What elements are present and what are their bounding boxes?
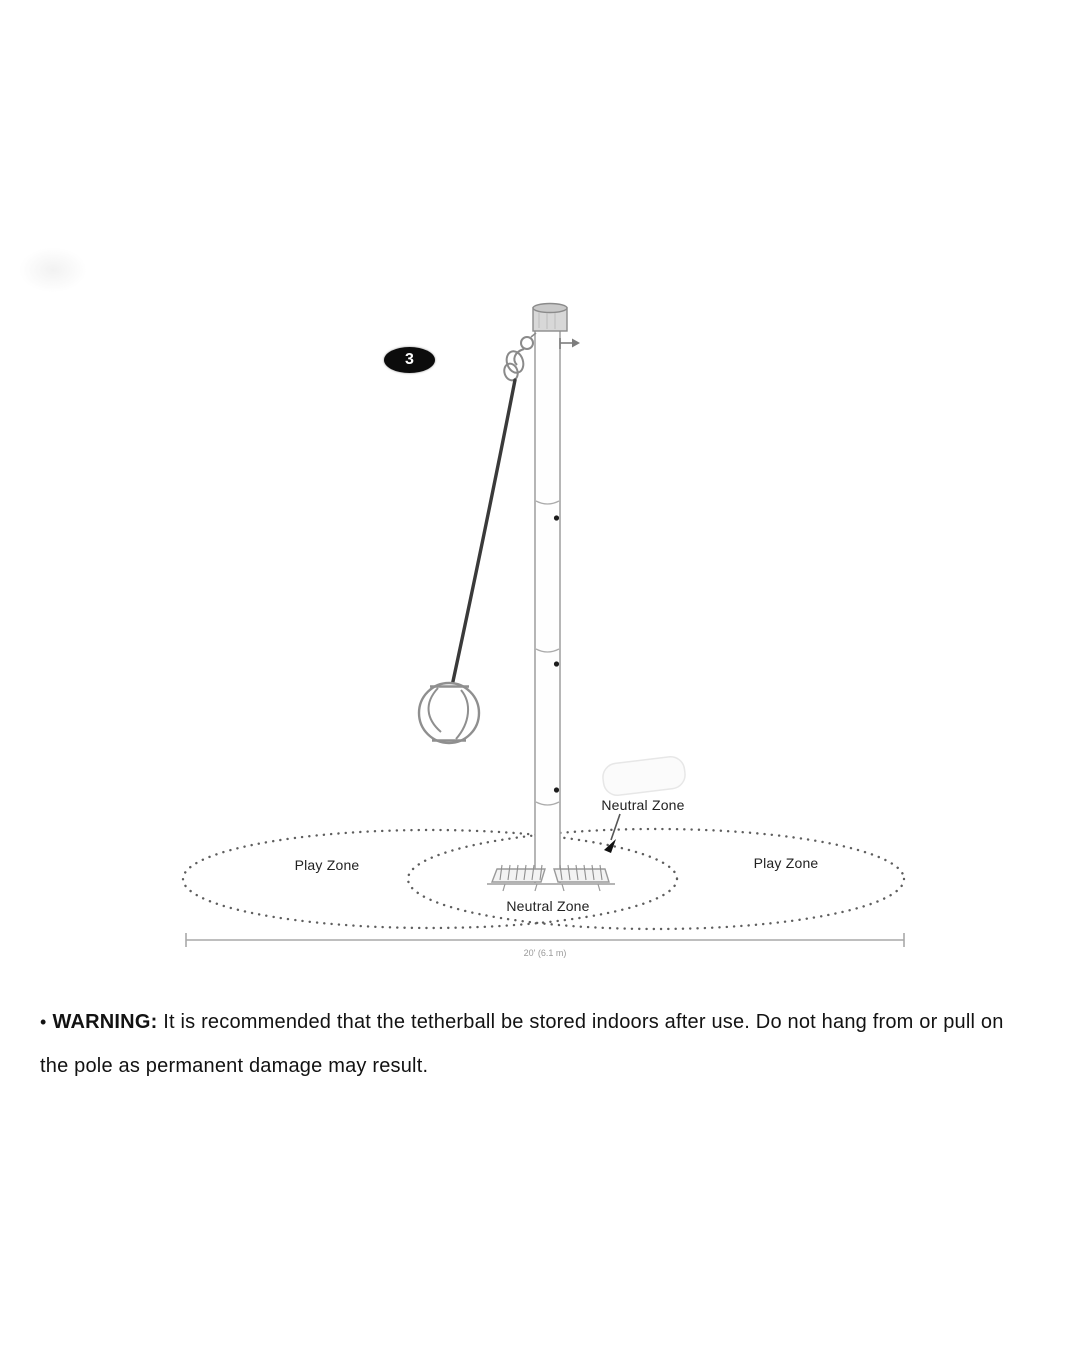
pole-cap xyxy=(533,304,567,332)
rope-hook xyxy=(502,333,536,382)
play-zone-label-left: Play Zone xyxy=(294,857,360,873)
warning-label: WARNING: xyxy=(52,1011,158,1033)
warning-paragraph xyxy=(40,1000,1036,1088)
lock-button-dot xyxy=(554,661,559,666)
lock-button-dot xyxy=(554,515,559,520)
warning-bullet: • xyxy=(40,1012,47,1032)
dimension-line xyxy=(186,933,904,947)
faint-callout xyxy=(601,755,686,797)
court-ellipse-right xyxy=(408,829,904,929)
neutral-zone-label-top: Neutral Zone xyxy=(601,797,685,813)
step-badge xyxy=(384,347,435,373)
neutral-zone-label-bottom: Neutral Zone xyxy=(506,898,590,914)
dimension-label: 20' (6.1 m) xyxy=(523,948,567,958)
play-zone-label-right: Play Zone xyxy=(753,855,819,871)
neutral-zone-arrow xyxy=(604,814,620,853)
side-bolt xyxy=(560,338,580,349)
rope xyxy=(452,380,515,686)
warning-text: It is recommended that the tetherball be stored indoors after use. Do not hang from or pull on the pole as permanent damage may result. xyxy=(40,1011,1004,1077)
pole xyxy=(535,330,560,884)
lock-button-dot xyxy=(554,787,559,792)
ball-icon xyxy=(419,683,479,743)
step-badge-number: 3 xyxy=(405,351,414,368)
